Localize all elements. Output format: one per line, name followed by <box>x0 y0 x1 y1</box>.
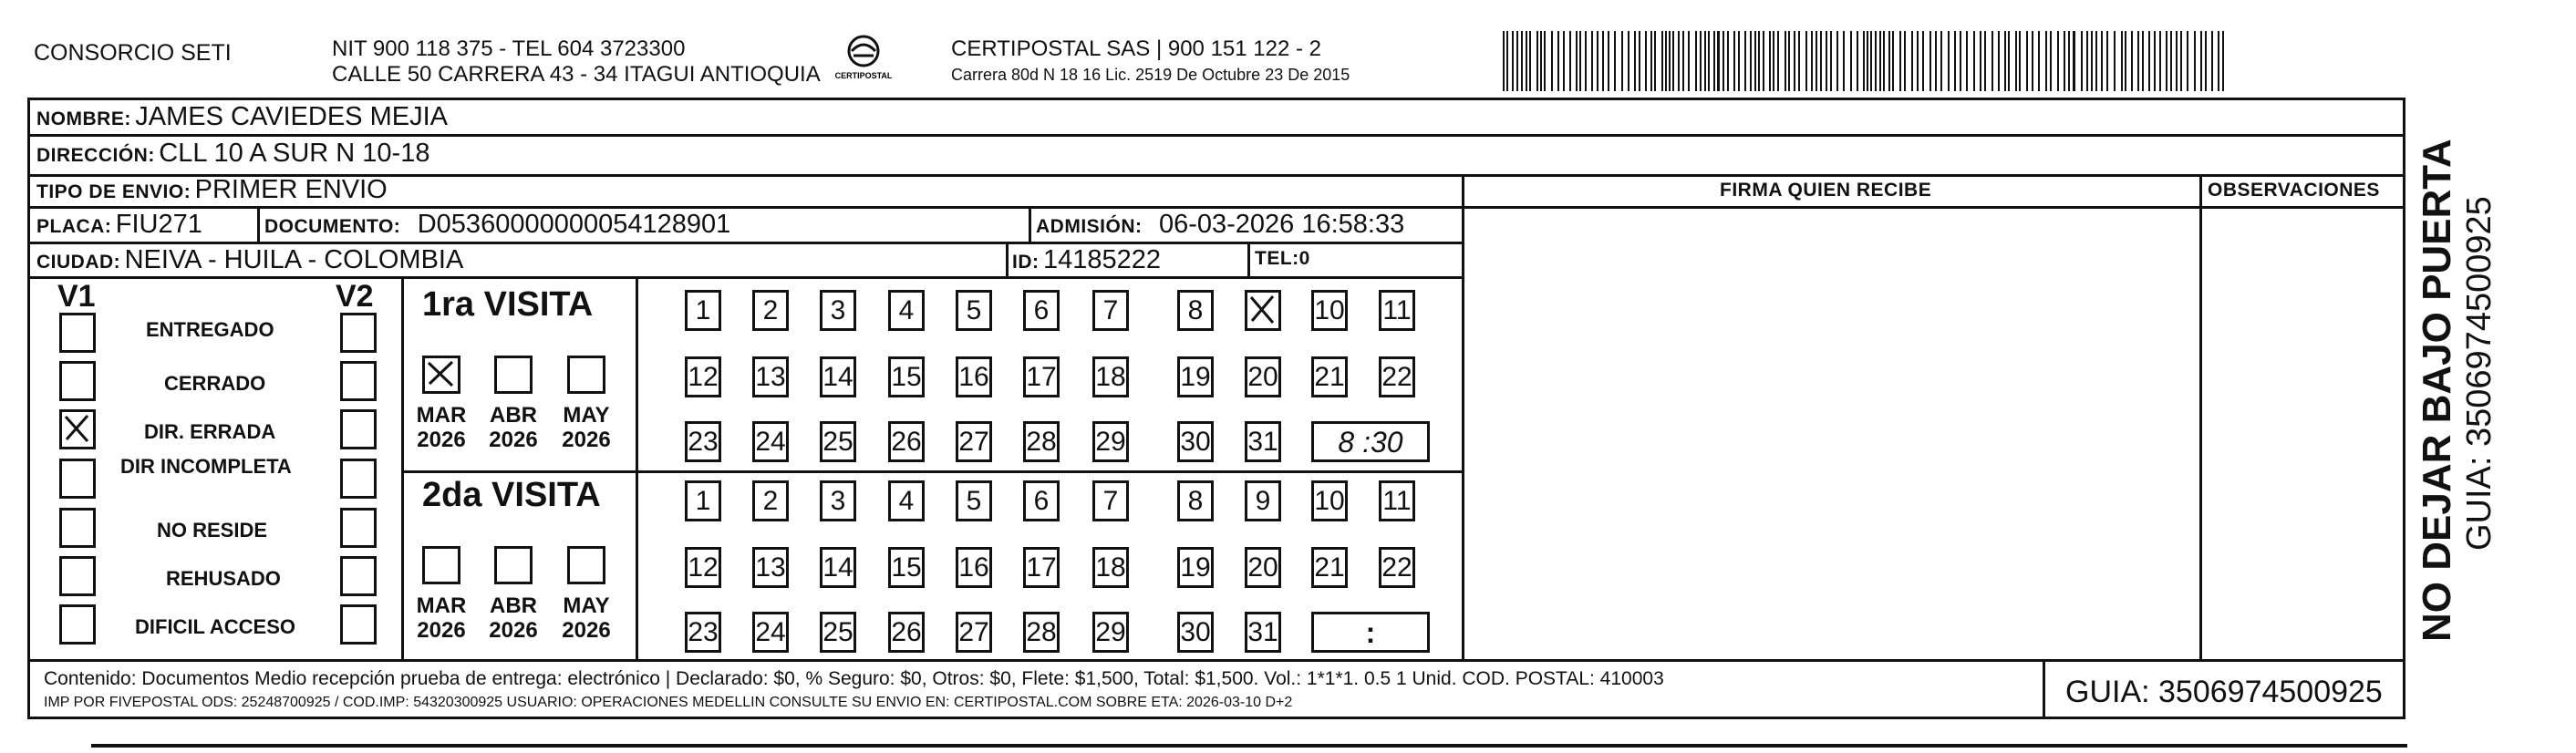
visit-1-day-20[interactable]: 20 <box>1245 356 1281 397</box>
side-guia-text: GUIA: 3506974500925 <box>2460 196 2498 551</box>
visit-1-day-19[interactable]: 19 <box>1177 356 1214 397</box>
company-address-line: CALLE 50 CARRERA 43 - 34 ITAGUI ANTIOQUIA <box>332 62 821 87</box>
placa-label: PLACA: <box>36 216 112 237</box>
visit-2-time-box[interactable]: : <box>1311 612 1430 653</box>
nombre-label: NOMBRE: <box>36 108 131 129</box>
visit-2-day-30[interactable]: 30 <box>1177 612 1214 653</box>
visit-1-day-27[interactable]: 27 <box>956 421 992 462</box>
visit-2-day-12[interactable]: 12 <box>685 547 721 588</box>
status-label: REHUSADO <box>166 567 281 590</box>
visit-1-day-21[interactable]: 21 <box>1311 356 1348 397</box>
visit-2-day-9[interactable]: 9 <box>1245 480 1281 521</box>
visit-1-day-23[interactable]: 23 <box>685 421 721 462</box>
observaciones-header: OBSERVACIONES <box>2208 180 2380 201</box>
check-mark-icon <box>62 412 93 447</box>
visit-1-day-6[interactable]: 6 <box>1023 290 1060 331</box>
visit-1-day-12[interactable]: 12 <box>685 356 721 397</box>
visit-2-day-24[interactable]: 24 <box>752 612 789 653</box>
v2-checkbox-1[interactable] <box>340 313 377 353</box>
visit-2-day-28[interactable]: 28 <box>1023 612 1060 653</box>
visit-2-month-checkbox[interactable] <box>567 546 605 584</box>
id-label: ID: <box>1012 252 1040 273</box>
firma-header: FIRMA QUIEN RECIBE <box>1720 180 1932 201</box>
visit-1-day-15[interactable]: 15 <box>888 356 925 397</box>
check-mark-icon <box>1247 293 1278 328</box>
visit-1-time-box[interactable]: 8 :30 <box>1311 421 1430 462</box>
visit-2-day-31[interactable]: 31 <box>1245 612 1281 653</box>
visit-1-title: 1ra VISITA <box>422 285 594 324</box>
direccion-value: CLL 10 A SUR N 10-18 <box>159 139 430 168</box>
visit-2-day-23[interactable]: 23 <box>685 612 721 653</box>
license-line: Carrera 80d N 18 16 Lic. 2519 De Octubre 23 De 2015 <box>951 66 1350 84</box>
visit-1-month-checkbox[interactable] <box>494 356 533 394</box>
visit-1-month-checkbox[interactable] <box>422 356 460 394</box>
visit-2-day-15[interactable]: 15 <box>888 547 925 588</box>
visit-1-day-31[interactable]: 31 <box>1245 421 1281 462</box>
visit-2-day-22[interactable]: 22 <box>1379 547 1415 588</box>
visit-2-month-checkbox[interactable] <box>494 546 533 584</box>
visit-2-month-label: MAR 2026 <box>416 593 467 643</box>
visit-2-day-6[interactable]: 6 <box>1023 480 1060 521</box>
visit-1-day-30[interactable]: 30 <box>1177 421 1214 462</box>
tel-value: 0 <box>1298 248 1310 269</box>
visit-2-day-26[interactable]: 26 <box>888 612 925 653</box>
visit-2-month-label: MAY 2026 <box>562 593 611 643</box>
certipostal-logo-icon <box>832 33 895 88</box>
visit-1-month-label: ABR 2026 <box>489 403 538 452</box>
visit-1-day-4[interactable]: 4 <box>888 290 925 331</box>
visit-2-day-14[interactable]: 14 <box>820 547 856 588</box>
v1-checkbox-6[interactable] <box>59 556 96 596</box>
visit-1-month-label: MAR 2026 <box>416 403 467 452</box>
visit-2-day-21[interactable]: 21 <box>1311 547 1348 588</box>
visit-1-day-17[interactable]: 17 <box>1023 356 1060 397</box>
visit-2-month-label: ABR 2026 <box>489 593 538 643</box>
logo-text: CERTIPOSTAL <box>834 71 893 80</box>
barcode-bars <box>1503 31 2228 91</box>
company-nit-line: NIT 900 118 375 - TEL 604 3723300 <box>332 36 686 61</box>
status-label: DIFICIL ACCESO <box>135 615 296 638</box>
direccion-label: DIRECCIÓN: <box>36 145 155 166</box>
visit-2-title: 2da VISITA <box>422 476 601 514</box>
visit-1-day-10[interactable]: 10 <box>1311 290 1348 331</box>
tipo-envio-value: PRIMER ENVIO <box>194 175 388 204</box>
v1-checkbox-3[interactable] <box>59 409 96 449</box>
company-name: CONSORCIO SETI <box>34 40 232 66</box>
visit-2-day-19[interactable]: 19 <box>1177 547 1214 588</box>
visit-2-day-25[interactable]: 25 <box>820 612 856 653</box>
visit-1-day-14[interactable]: 14 <box>820 356 856 397</box>
barcode <box>1503 31 2228 91</box>
visit-1-day-3[interactable]: 3 <box>820 290 856 331</box>
v1-checkbox-7[interactable] <box>59 604 96 645</box>
visit-1-day-8[interactable]: 8 <box>1177 290 1214 331</box>
v1-checkbox-2[interactable] <box>59 361 96 401</box>
visit-2-day-8[interactable]: 8 <box>1177 480 1214 521</box>
documento-value: D05360000000054128901 <box>417 210 731 239</box>
visit-2-day-11[interactable]: 11 <box>1379 480 1415 521</box>
footer-print-line: IMP POR FIVEPOSTAL ODS: 25248700925 / COD.IMP: 54320300925 USUARIO: OPERACIONES MEDELLIN CONSULTE SU ENVIO EN: CERTIPOSTAL.COM SOBRE ETA: 2026-03-10 D+2 <box>44 695 1293 710</box>
nombre-value: JAMES CAVIEDES MEJIA <box>135 102 448 131</box>
visit-1-day-28[interactable]: 28 <box>1023 421 1060 462</box>
visit-1-day-22[interactable]: 22 <box>1379 356 1415 397</box>
v2-label: V2 <box>336 279 374 314</box>
visit-1-day-24[interactable]: 24 <box>752 421 789 462</box>
tel-label: TEL: <box>1255 248 1299 269</box>
visit-1-day-26[interactable]: 26 <box>888 421 925 462</box>
v2-checkbox-7[interactable] <box>340 604 377 645</box>
visit-2-day-10[interactable]: 10 <box>1311 480 1348 521</box>
side-panel <box>2415 122 2506 642</box>
status-label: DIR INCOMPLETA <box>120 455 292 478</box>
visit-1-day-18[interactable]: 18 <box>1092 356 1129 397</box>
visit-1-day-13[interactable]: 13 <box>752 356 789 397</box>
tipo-envio-label: TIPO DE ENVIO: <box>36 181 191 202</box>
visit-2-day-18[interactable]: 18 <box>1092 547 1129 588</box>
status-label: CERRADO <box>164 372 266 395</box>
visit-2-month-checkbox[interactable] <box>422 546 460 584</box>
side-warning-text: NO DEJAR BAJO PUERTA <box>2415 139 2459 642</box>
v2-checkbox-6[interactable] <box>340 556 377 596</box>
v2-checkbox-4[interactable] <box>340 459 377 499</box>
visit-2-day-2[interactable]: 2 <box>752 480 789 521</box>
v1-label: V1 <box>57 279 96 314</box>
visit-2-day-4[interactable]: 4 <box>888 480 925 521</box>
visit-1-day-9[interactable] <box>1245 290 1281 331</box>
visit-2-day-7[interactable]: 7 <box>1092 480 1129 521</box>
visit-1-day-11[interactable]: 11 <box>1379 290 1415 331</box>
ciudad-label: CIUDAD: <box>36 252 121 273</box>
placa-value: FIU271 <box>115 210 202 239</box>
visit-1-day-25[interactable]: 25 <box>820 421 856 462</box>
v2-checkbox-3[interactable] <box>340 409 377 449</box>
check-mark-icon <box>425 358 458 391</box>
visit-2-day-16[interactable]: 16 <box>956 547 992 588</box>
footer-content-line: Contenido: Documentos Medio recepción prueba de entrega: electrónico | Declarado: $0, % Seguro: $0, Otros: $0, Flete: $1,500, Total: $1,500. Vol.: 1*1*1. 0.5 1 Unid. COD. POSTAL: 410003 <box>44 668 1664 689</box>
admision-label: ADMISIÓN: <box>1036 216 1143 237</box>
ciudad-value: NEIVA - HUILA - COLOMBIA <box>124 245 464 274</box>
visit-2-day-29[interactable]: 29 <box>1092 612 1129 653</box>
v1-checkbox-1[interactable] <box>59 313 96 353</box>
visit-2-day-17[interactable]: 17 <box>1023 547 1060 588</box>
status-label: ENTREGADO <box>146 318 274 341</box>
visit-1-day-16[interactable]: 16 <box>956 356 992 397</box>
visit-2-day-5[interactable]: 5 <box>956 480 992 521</box>
visit-1-day-7[interactable]: 7 <box>1092 290 1129 331</box>
visit-1-day-1[interactable]: 1 <box>685 290 721 331</box>
certipostal-logo <box>832 33 895 88</box>
footer-guia: GUIA: 3506974500925 <box>2065 675 2383 709</box>
admision-value: 06-03-2026 16:58:33 <box>1158 210 1405 239</box>
visit-1-day-2[interactable]: 2 <box>752 290 789 331</box>
visit-2-day-1[interactable]: 1 <box>685 480 721 521</box>
status-label: DIR. ERRADA <box>144 420 276 443</box>
visit-2-day-13[interactable]: 13 <box>752 547 789 588</box>
carrier-line: CERTIPOSTAL SAS | 900 151 122 - 2 <box>951 36 1321 61</box>
v2-checkbox-5[interactable] <box>340 508 377 548</box>
visit-1-day-5[interactable]: 5 <box>956 290 992 331</box>
v1-checkbox-5[interactable] <box>59 508 96 548</box>
visit-2-day-3[interactable]: 3 <box>820 480 856 521</box>
visit-2-day-20[interactable]: 20 <box>1245 547 1281 588</box>
visit-1-day-29[interactable]: 29 <box>1092 421 1129 462</box>
documento-label: DOCUMENTO: <box>264 216 401 237</box>
v1-checkbox-4[interactable] <box>59 459 96 499</box>
v2-checkbox-2[interactable] <box>340 361 377 401</box>
visit-1-month-checkbox[interactable] <box>567 356 605 394</box>
visit-1-month-label: MAY 2026 <box>562 403 611 452</box>
id-value: 14185222 <box>1042 245 1161 274</box>
status-label: NO RESIDE <box>157 519 268 542</box>
visit-2-day-27[interactable]: 27 <box>956 612 992 653</box>
